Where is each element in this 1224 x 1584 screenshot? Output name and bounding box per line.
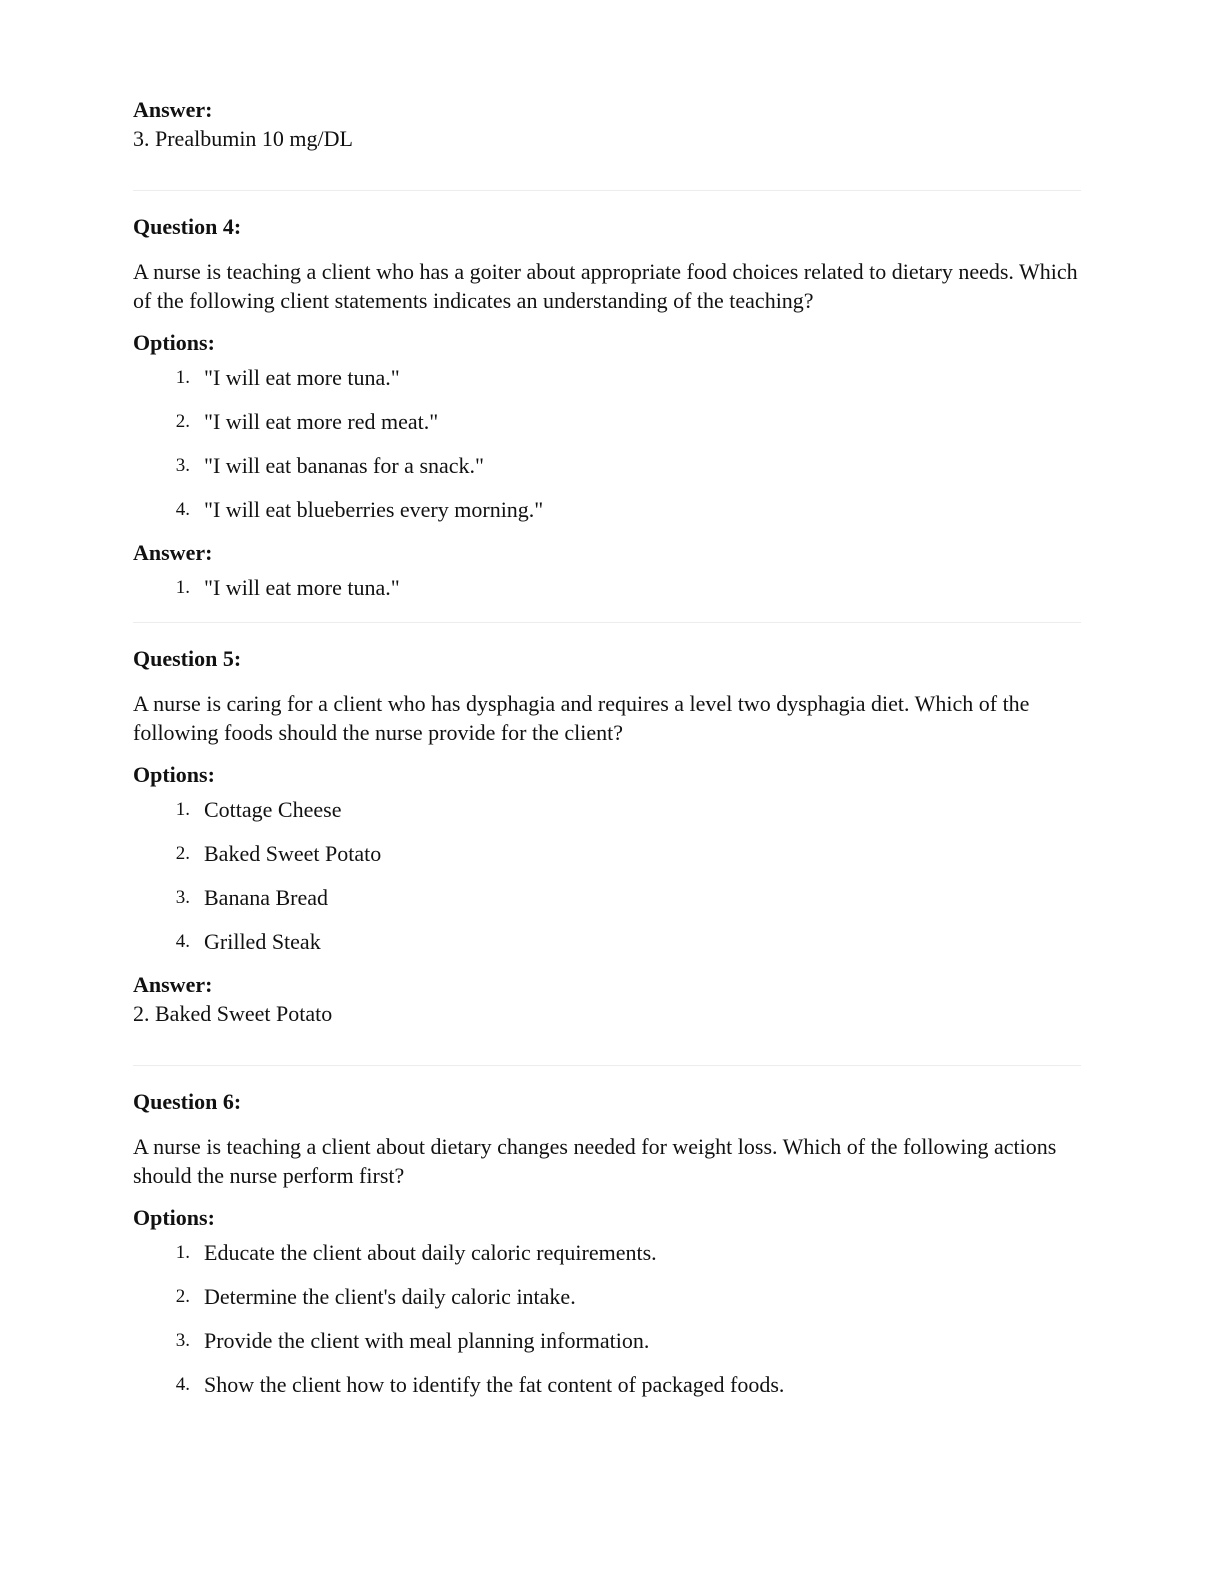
- option-item: [133, 927, 1081, 956]
- options-label: Options:: [133, 1205, 215, 1230]
- document-page: [133, 96, 1081, 1414]
- question-5-block: [133, 645, 1081, 1028]
- option-number: 4.: [175, 499, 190, 520]
- option-text: Baked Sweet Potato: [204, 841, 382, 866]
- question-title: Question 6:: [133, 1089, 242, 1114]
- option-number: 4.: [175, 1374, 190, 1395]
- question-stem: A nurse is teaching a client about dietary changes needed for weight loss. Which of the following actions should the nurse perform first?: [133, 1134, 1057, 1188]
- option-number: 2.: [175, 843, 190, 864]
- answer-text: "I will eat more tuna.": [204, 575, 400, 600]
- option-item: [133, 363, 1081, 392]
- option-item: [133, 1370, 1081, 1399]
- option-number: 4.: [175, 931, 190, 952]
- option-number: 2.: [175, 1286, 190, 1307]
- question-stem: A nurse is teaching a client who has a goiter about appropriate food choices related to dietary needs. Which of the following client statements indicates an understanding of the teaching?: [133, 259, 1078, 313]
- question-3-answer-block: [133, 96, 1081, 153]
- section-divider: [133, 622, 1081, 623]
- question-title: Question 4:: [133, 214, 242, 239]
- option-text: Banana Bread: [204, 885, 328, 910]
- option-item: [133, 839, 1081, 868]
- option-text: Determine the client's daily caloric intake.: [204, 1284, 576, 1309]
- answer-value: 2. Baked Sweet Potato: [133, 1001, 333, 1026]
- options-list: [133, 1238, 1081, 1399]
- option-text: Show the client how to identify the fat content of packaged foods.: [204, 1372, 785, 1397]
- option-item: [133, 1282, 1081, 1311]
- answer-number: 1.: [175, 577, 190, 598]
- option-item: [133, 451, 1081, 480]
- question-6-block: [133, 1088, 1081, 1399]
- question-stem: A nurse is caring for a client who has dysphagia and requires a level two dysphagia diet. Which of the following foods should the nurse provide for the client?: [133, 691, 1030, 745]
- option-text: "I will eat blueberries every morning.": [204, 497, 544, 522]
- option-number: 1.: [175, 1242, 190, 1263]
- question-title: Question 5:: [133, 646, 242, 671]
- option-text: Grilled Steak: [204, 929, 321, 954]
- question-4-block: [133, 213, 1081, 602]
- section-divider: [133, 190, 1081, 191]
- option-item: [133, 795, 1081, 824]
- option-number: 3.: [175, 887, 190, 908]
- answer-label: Answer:: [133, 97, 213, 122]
- option-item: [133, 883, 1081, 912]
- option-text: "I will eat bananas for a snack.": [204, 453, 485, 478]
- options-list: [133, 795, 1081, 956]
- option-number: 1.: [175, 367, 190, 388]
- option-text: "I will eat more tuna.": [204, 365, 400, 390]
- answer-item: [133, 573, 1081, 602]
- answer-value: 3. Prealbumin 10 mg/DL: [133, 126, 353, 151]
- answer-list: [133, 573, 1081, 602]
- option-item: [133, 1326, 1081, 1355]
- options-list: [133, 363, 1081, 524]
- option-text: Provide the client with meal planning information.: [204, 1328, 650, 1353]
- option-text: "I will eat more red meat.": [204, 409, 439, 434]
- option-number: 2.: [175, 411, 190, 432]
- options-label: Options:: [133, 762, 215, 787]
- option-item: [133, 495, 1081, 524]
- option-text: Cottage Cheese: [204, 797, 342, 822]
- options-label: Options:: [133, 330, 215, 355]
- option-item: [133, 1238, 1081, 1267]
- section-divider: [133, 1065, 1081, 1066]
- answer-label: Answer:: [133, 540, 213, 565]
- option-text: Educate the client about daily caloric requirements.: [204, 1240, 657, 1265]
- answer-label: Answer:: [133, 972, 213, 997]
- option-number: 3.: [175, 455, 190, 476]
- option-number: 3.: [175, 1330, 190, 1351]
- option-number: 1.: [175, 799, 190, 820]
- option-item: [133, 407, 1081, 436]
